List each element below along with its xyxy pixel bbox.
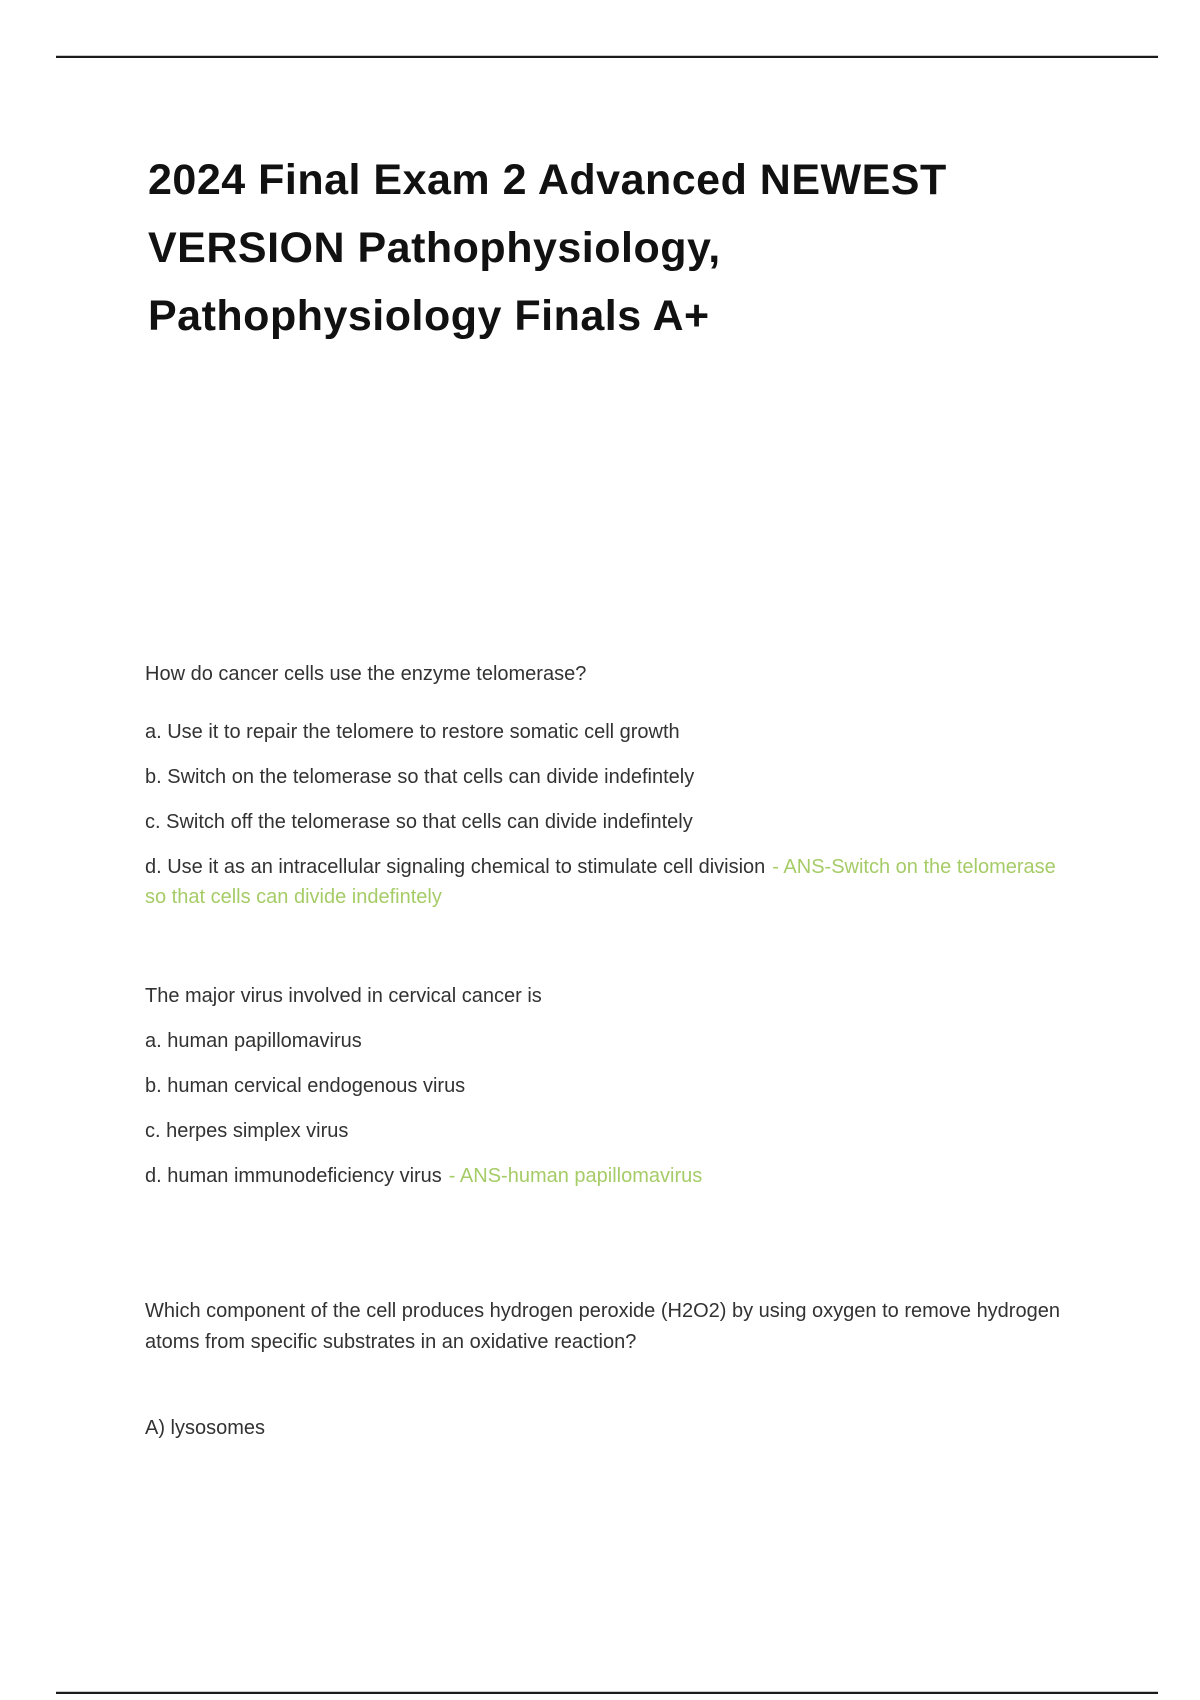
q2-option-d: d. human immunodeficiency virus (145, 1165, 442, 1187)
q1-option-b: b. Switch on the telomerase so that cells can divide indefintely (145, 766, 695, 788)
title-line-3: Pathophysiology Finals A+ (148, 292, 710, 340)
q2-option-b: b. human cervical endogenous virus (145, 1075, 466, 1097)
top-rule (56, 55, 1158, 58)
q1-prompt: How do cancer cells use the enzyme telomerase? (145, 663, 587, 685)
q2-option-c: c. herpes simplex virus (145, 1120, 349, 1142)
title-line-2: VERSION Pathophysiology, (148, 224, 721, 272)
title-line-1: 2024 Final Exam 2 Advanced NEWEST (148, 156, 947, 204)
bottom-rule (56, 1691, 1158, 1694)
q3-option-a: A) lysosomes (145, 1417, 266, 1439)
q3-prompt-line1: Which component of the cell produces hydrogen peroxide (H2O2) by using oxygen to remove hydrogen (145, 1300, 1060, 1322)
q1-option-c: c. Switch off the telomerase so that cells can divide indefintely (145, 811, 693, 833)
q1-answer-inline: - ANS-Switch on the telomerase (772, 856, 1056, 878)
q2-option-a: a. human papillomavirus (145, 1030, 362, 1052)
q3-prompt-line2: atoms from specific substrates in an oxidative reaction? (145, 1331, 637, 1353)
q1-option-d-line (145, 852, 1056, 882)
q2-answer-inline: - ANS-human papillomavirus (448, 1165, 703, 1187)
document-title (148, 146, 1128, 350)
q1-option-d: d. Use it as an intracellular signaling chemical to stimulate cell division (145, 856, 766, 878)
q2-prompt: The major virus involved in cervical cancer is (145, 985, 542, 1007)
q2-option-d-line (145, 1161, 702, 1191)
q1-option-a: a. Use it to repair the telomere to restore somatic cell growth (145, 721, 680, 743)
q1-answer-continuation: so that cells can divide indefintely (145, 886, 442, 908)
